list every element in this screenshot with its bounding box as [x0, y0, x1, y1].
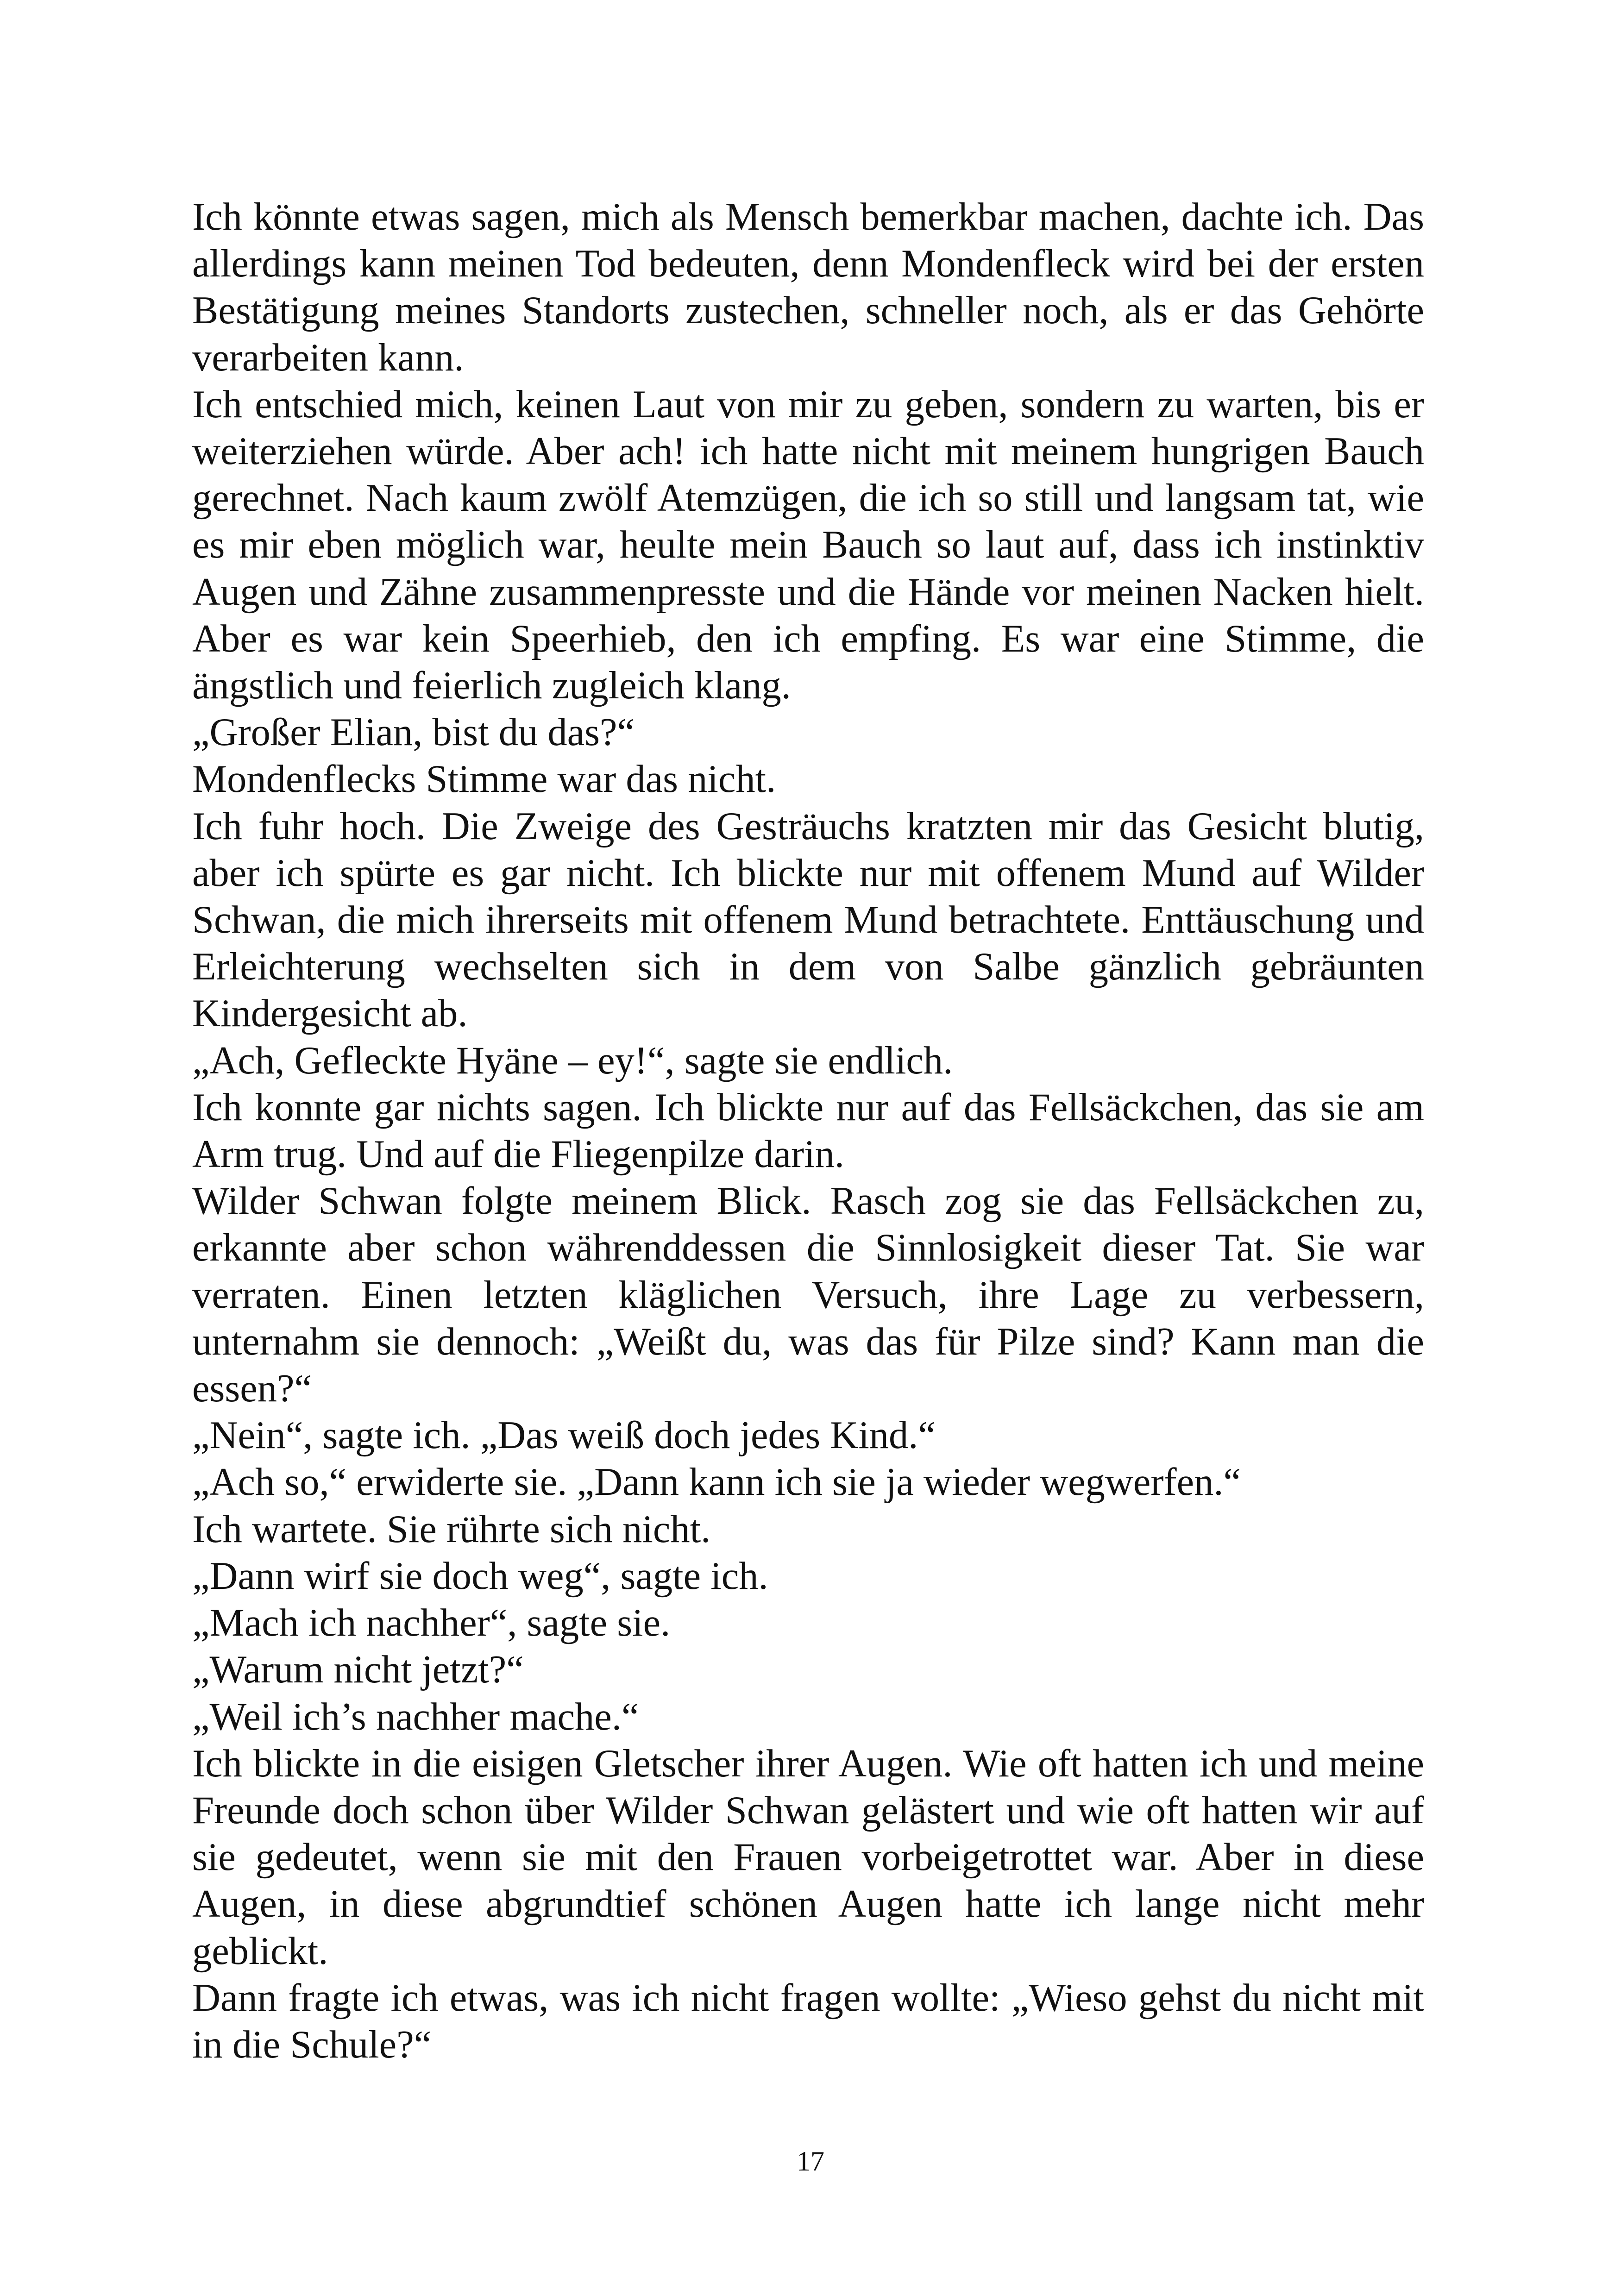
- paragraph: Ich blickte in die eisigen Gletscher ihrer Augen. Wie oft hatten ich und meine Freunde doch schon über Wilder Schwan gelästert und wie oft hatten wir auf sie gedeutet, wenn sie mit den Frauen vorbeigetrottet war. Aber in diese Augen, in diese abgrundtief schönen Augen hatte ich lange nicht mehr geblickt.: [192, 1742, 1424, 1973]
- paragraph: Ich fuhr hoch. Die Zweige des Gesträuchs kratzten mir das Gesicht blutig, aber ich spürte es gar nicht. Ich blickte nur mit offenem Mund auf Wilder Schwan, die mich ihrerseits mit offenem Mund betrachtete. Enttäuschung und Erleichterung wechselten sich in dem von Salbe gänzlich gebräunten Kindergesicht ab.: [192, 804, 1424, 1035]
- paragraph: „Weil ich’s nachher mache.“: [192, 1695, 639, 1738]
- paragraph: „Warum nicht jetzt?“: [192, 1648, 524, 1692]
- paragraph: Ich könnte etwas sagen, mich als Mensch bemerkbar machen, dachte ich. Das allerdings kann meinen Tod bedeuten, denn Mondenfleck wird bei der ersten Bestätigung meines Standorts zustechen, schneller noch, als er das Gehörte verarbeiten kann.: [192, 195, 1424, 379]
- paragraph: Dann fragte ich etwas, was ich nicht fragen wollte: „Wieso gehst du nicht mit in die Schule?“: [192, 1976, 1424, 2066]
- paragraph: „Ach so,“ erwiderte sie. „Dann kann ich sie ja wieder wegwerfen.“: [192, 1461, 1241, 1504]
- paragraph: „Ach, Gefleckte Hyäne – ey!“, sagte sie endlich.: [192, 1039, 953, 1082]
- paragraph: „Mach ich nachher“, sagte sie.: [192, 1601, 671, 1645]
- paragraph: Ich konnte gar nichts sagen. Ich blickte nur auf das Fellsäckchen, das sie am Arm trug. Und auf die Fliegenpilze darin.: [192, 1085, 1424, 1176]
- page-number: 17: [797, 2146, 824, 2177]
- paragraph: Mondenflecks Stimme war das nicht.: [192, 758, 776, 801]
- paragraph: „Dann wirf sie doch weg“, sagte ich.: [192, 1554, 768, 1598]
- body-text: [192, 194, 1424, 2068]
- paragraph: „Großer Elian, bist du das?“: [192, 711, 635, 754]
- paragraph: Wilder Schwan folgte meinem Blick. Rasch zog sie das Fellsäckchen zu, erkannte aber schon währenddessen die Sinnlosigkeit dieser Tat. Sie war verraten. Einen letzten kläglichen Versuch, ihre Lage zu verbessern, unternahm sie dennoch: „Weißt du, was das für Pilze sind? Kann man die essen?“: [192, 1179, 1424, 1411]
- paragraph: „Nein“, sagte ich. „Das weiß doch jedes Kind.“: [192, 1414, 936, 1457]
- paragraph: Ich wartete. Sie rührte sich nicht.: [192, 1507, 711, 1551]
- paragraph: Ich entschied mich, keinen Laut von mir zu geben, sondern zu warten, bis er weiterziehen würde. Aber ach! ich hatte nicht mit meinem hungrigen Bauch gerechnet. Nach kaum zwölf Atemzügen, die ich so still und langsam tat, wie es mir eben möglich war, heulte mein Bauch so laut auf, dass ich instinktiv Augen und Zähne zusammenpresste und die Hände vor meinen Nacken hielt. Aber es war kein Speerhieb, den ich empfing. Es war eine Stimme, die ängstlich und feierlich zugleich klang.: [192, 383, 1424, 708]
